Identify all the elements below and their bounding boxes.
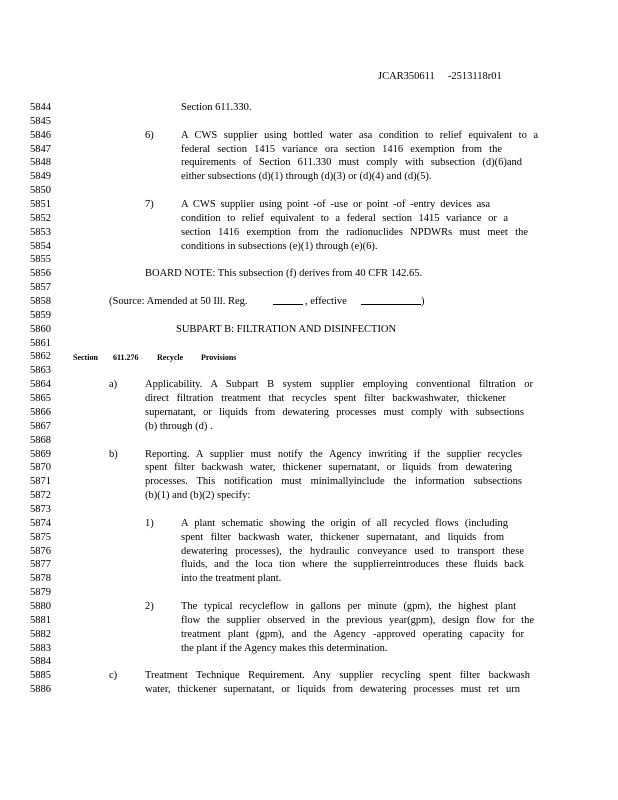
line-number: 5844 <box>30 102 51 113</box>
document-text-line: SUBPART B: FILTRATION AND DISINFECTION <box>176 323 397 335</box>
line-number: 5886 <box>30 684 51 696</box>
line-number: 5855 <box>30 254 51 266</box>
document-text-line: c) <box>109 670 118 682</box>
document-text-line: spent filter backwash water, thickener supernatant, and liquids from <box>181 531 504 543</box>
line-number: 5849 <box>30 171 51 183</box>
document-text-line: (Source: Amended at 50 Ill. Reg. <box>109 296 248 308</box>
document-text-line: , effective <box>305 296 347 308</box>
line-number: 5885 <box>30 670 51 682</box>
document-text-line: requirements of Section 611.330 must comply with subsection (d)(6)and <box>181 157 522 169</box>
line-number: 5874 <box>30 517 51 529</box>
document-text-line: 611.276 <box>113 352 139 362</box>
document-text-line: federal section 1415 variance ora section 1416 exemption from the <box>181 143 502 155</box>
document-text-line: the plant if the Agency makes this determination. <box>181 642 388 654</box>
document-text-line: fluids, and the loca tion where the supplierreintroduces these fluids back <box>181 559 524 571</box>
line-number: 5852 <box>30 212 51 224</box>
document-text-line: processes. This notification must minimallyinclude the information subsections <box>145 476 522 488</box>
line-number: 5851 <box>30 199 51 211</box>
line-number: 5876 <box>30 545 51 557</box>
document-text-line: A CWS supplier using point -of -use or point -of -entry devices asa <box>181 199 490 211</box>
document-text-line: condition to relief equivalent to a federal section 1415 variance or a <box>181 212 508 224</box>
document-text-line: supernatant, or liquids from dewatering processes must comply with subsections <box>145 406 524 418</box>
document-text-line: The typical recycleflow in gallons per minute (gpm), the highest plant <box>181 600 516 612</box>
line-number: 5882 <box>30 628 51 640</box>
line-number: 5847 <box>30 143 51 155</box>
line-number: 5864 <box>30 379 51 391</box>
document-text-line: treatment plant (gpm), and the Agency -approved operating capacity for <box>181 628 524 640</box>
document-text-line: Treatment Technique Requirement. Any supplier recycling spent filter backwash <box>145 670 530 682</box>
line-number: 5872 <box>30 490 51 502</box>
document-text-line: (b) through (d) . <box>145 420 213 432</box>
line-number: 5868 <box>30 434 51 446</box>
line-number: 5877 <box>30 559 51 571</box>
line-number: 5854 <box>30 240 51 252</box>
document-text-line: Provisions <box>201 352 237 362</box>
document-text-line: (b)(1) and (b)(2) specify: <box>145 490 251 502</box>
line-number: 5866 <box>30 406 51 418</box>
line-number: 5860 <box>30 323 51 335</box>
document-text-line: flow the supplier observed in the previous year(gpm), design flow for the <box>181 614 534 626</box>
line-number: 5862 <box>30 351 51 363</box>
line-number: 5861 <box>30 337 51 349</box>
document-text-line: 7) <box>145 199 154 211</box>
blank-fill-line <box>273 296 303 308</box>
document-text-line: ) <box>421 296 425 308</box>
document-text-line: Section <box>73 352 98 362</box>
document-text-line: Reporting. A supplier must notify the Agency inwriting if the supplier recycles <box>145 448 522 460</box>
document-text-line: Applicability. A Subpart B system supplier employing conventional filtration or <box>145 379 533 391</box>
line-number: 5880 <box>30 600 51 612</box>
document-text-line: section 1416 exemption from the radionuclides NPDWRs must meet the <box>181 226 528 238</box>
document-text-line: spent filter backwash water, thickener supernatant, or liquids from dewatering <box>145 462 512 474</box>
document-text-line: dewatering processes), the hydraulic conveyance used to transport these <box>181 545 524 557</box>
line-number: 5848 <box>30 157 51 169</box>
line-number: 5879 <box>30 587 51 599</box>
line-number: 5858 <box>30 296 51 308</box>
line-number: 5856 <box>30 268 51 280</box>
blank-fill-line <box>361 296 421 308</box>
document-text-line: direct filtration treatment that recycles spent filter backwashwater, thickener <box>145 393 506 405</box>
line-number: 5846 <box>30 129 51 141</box>
document-text-line: 1) <box>145 517 154 529</box>
document-text-line: A CWS supplier using bottled water asa condition to relief equivalent to a <box>181 129 538 141</box>
document-text-line: water, thickener supernatant, or liquids from dewatering processes must ret urn <box>145 684 520 696</box>
document-text-line: Recycle <box>157 352 184 362</box>
line-number: 5878 <box>30 573 51 585</box>
line-number: 5863 <box>30 365 51 377</box>
document-text-line: 2) <box>145 600 154 612</box>
line-number: 5865 <box>30 393 51 405</box>
document-text-line: Section 611.330. <box>181 102 252 113</box>
document-text-line: either subsections (d)(1) through (d)(3) or (d)(4) and (d)(5). <box>181 171 432 183</box>
line-number: 5873 <box>30 503 51 515</box>
document-text-line: b) <box>109 448 118 460</box>
line-number: 5871 <box>30 476 51 488</box>
line-number: 5881 <box>30 614 51 626</box>
line-number: 5884 <box>30 656 51 668</box>
document-text-line: A plant schematic showing the origin of all recycled flows (including <box>181 517 508 529</box>
document-text-line: conditions in subsections (e)(1) through (e)(6). <box>181 240 378 252</box>
document-text-line: BOARD NOTE: This subsection (f) derives from 40 CFR 142.65. <box>145 268 423 280</box>
line-number: 5867 <box>30 420 51 432</box>
line-number: 5845 <box>30 115 51 127</box>
document-text-line: 6) <box>145 129 154 141</box>
line-number: 5850 <box>30 185 51 197</box>
document-text-line: into the treatment plant. <box>181 573 282 585</box>
document-text-line: a) <box>109 379 118 391</box>
line-number: 5875 <box>30 531 51 543</box>
line-number: 5883 <box>30 642 51 654</box>
line-number: 5870 <box>30 462 51 474</box>
line-number: 5857 <box>30 282 51 294</box>
line-number: 5859 <box>30 309 51 321</box>
line-number: 5869 <box>30 448 51 460</box>
line-number: 5853 <box>30 226 51 238</box>
document-header-id: JCAR350611 -2513118r01 <box>378 71 502 82</box>
